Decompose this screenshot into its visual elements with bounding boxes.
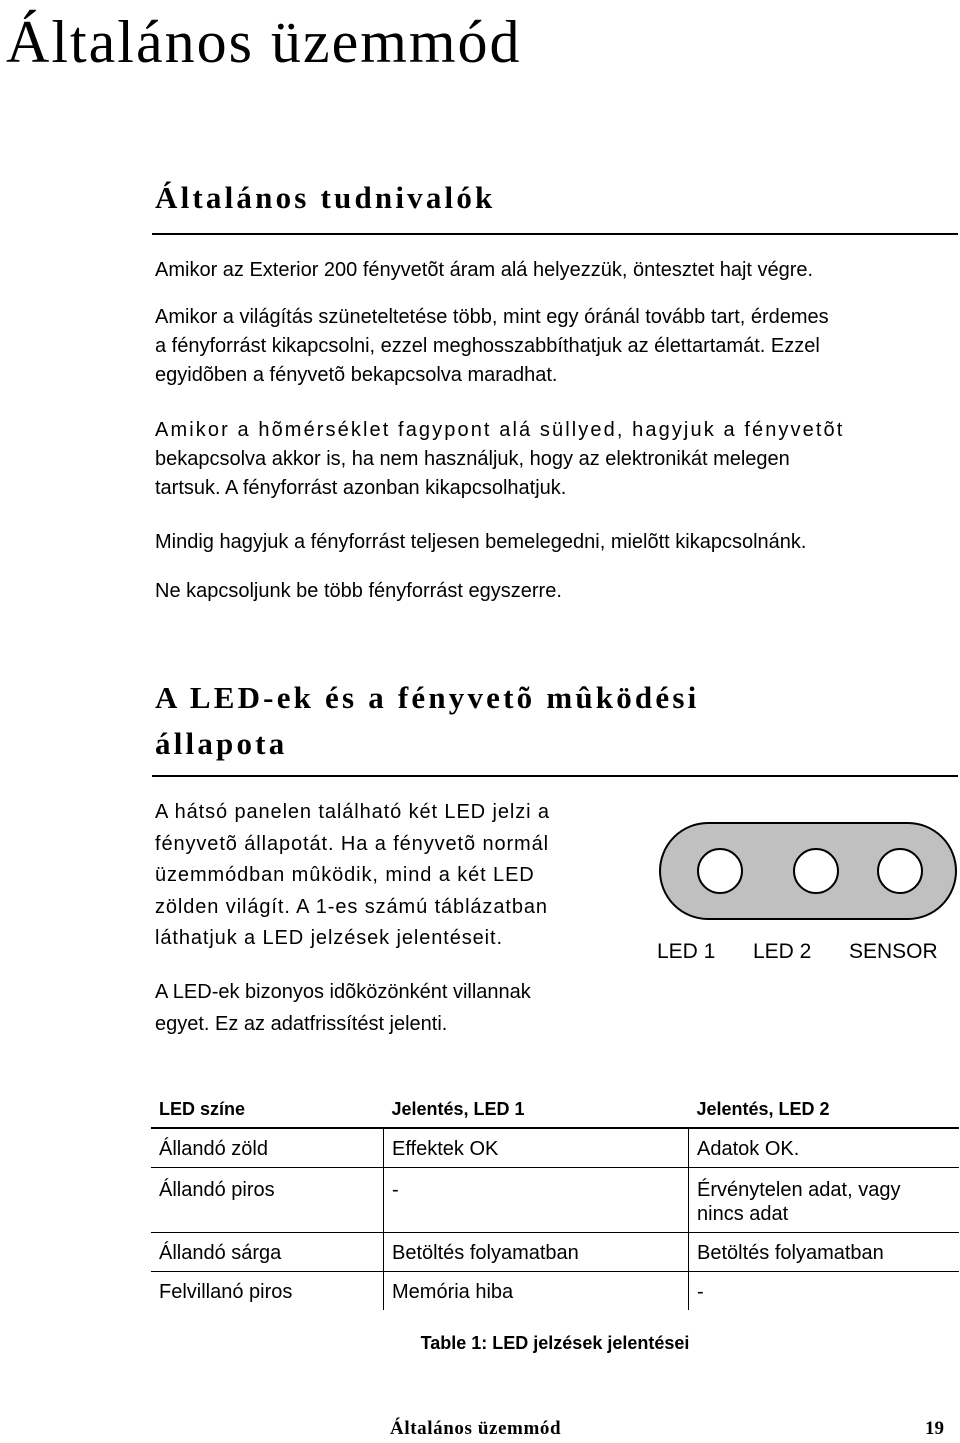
- text-line: Ne kapcsoljunk be több fényforrást egyszerre.: [155, 580, 562, 602]
- column-header-led1: Jelentés, LED 1: [384, 1093, 689, 1128]
- table-caption: Table 1: LED jelzések jelentései: [420, 1333, 690, 1353]
- table-cell: Felvillanó piros: [159, 1281, 293, 1303]
- led-panel-illustration: [659, 822, 957, 920]
- page-number: 19: [925, 1418, 944, 1439]
- table-cell: Állandó sárga: [151, 1233, 384, 1272]
- section-heading-led-status: [155, 675, 699, 767]
- column-header-led-color: LED színe: [151, 1093, 384, 1128]
- table-row: [151, 1168, 959, 1233]
- heading-line: A LED-ek és a fényvetõ mûködési: [155, 680, 700, 715]
- led-status-table: [151, 1093, 959, 1310]
- footer-chapter-title: Általános üzemmód: [390, 1418, 562, 1439]
- text-line: bekapcsolva akkor is, ha nem használjuk, hogy az elektronikát melegen: [155, 448, 790, 470]
- led-1-indicator: [697, 848, 743, 894]
- paragraph-freezing: [155, 416, 960, 503]
- section-divider: [152, 233, 958, 235]
- paragraph-lamp-off: [155, 303, 960, 390]
- heading-line: állapota: [155, 726, 288, 761]
- table-row: [151, 1272, 959, 1311]
- text-line: fényvetõ állapotát. Ha a fényvetõ normál: [155, 832, 549, 855]
- section-heading-general-info: Általános tudnivalók: [155, 180, 496, 215]
- led-1-label: LED 1: [657, 940, 716, 963]
- section-divider: [152, 775, 958, 777]
- text-line: zölden világít. A 1-es számú táblázatban: [155, 895, 548, 918]
- table-cell: Állandó piros: [151, 1168, 384, 1233]
- table-row: [151, 1128, 959, 1168]
- table-cell: Állandó zöld: [151, 1128, 384, 1168]
- text-line: Amikor az Exterior 200 fényvetõt áram alá helyezzük, öntesztet hajt végre.: [155, 259, 814, 281]
- text-line: láthatjuk a LED jelzések jelentéseit.: [155, 927, 503, 949]
- text-line: üzemmódban mûködik, mind a két LED: [155, 864, 535, 886]
- text-line: egyidõben a fényvetõ bekapcsolva maradhat.: [155, 364, 558, 386]
- table-cell: Érvénytelen adat, vagy nincs adat: [689, 1168, 960, 1233]
- text-line: tartsuk. A fényforrást azonban kikapcsolhatjuk.: [155, 477, 567, 499]
- text-line: a fényforrást kikapcsolni, ezzel meghosszabbíthatjuk az élettartamát. Ezzel: [155, 335, 820, 357]
- table-cell: Betöltés folyamatban: [384, 1233, 689, 1272]
- sensor-indicator: [877, 848, 923, 894]
- paragraph-led-description: [155, 797, 635, 955]
- text-line: Amikor a hõmérséklet fagypont alá süllyed, hagyjuk a fényvetõt: [155, 419, 845, 441]
- text-line: A hátsó panelen található két LED jelzi a: [155, 801, 550, 823]
- text-line: Mindig hagyjuk a fényforrást teljesen bemelegedni, mielõtt kikapcsolnánk.: [155, 531, 807, 553]
- sensor-label: SENSOR: [849, 940, 938, 963]
- table-cell: Betöltés folyamatban: [689, 1233, 960, 1272]
- text-line: A LED-ek bizonyos idõközönként villannak: [155, 981, 531, 1003]
- column-header-led2: Jelentés, LED 2: [689, 1093, 960, 1128]
- chapter-title: Általános üzemmód: [6, 9, 522, 75]
- table-cell: -: [384, 1168, 689, 1233]
- table-cell: -: [697, 1281, 704, 1303]
- paragraph-warm-up: [155, 528, 960, 557]
- text-line: egyet. Ez az adatfrissítést jelenti.: [155, 1013, 448, 1035]
- table-cell: Adatok OK.: [689, 1128, 960, 1168]
- table-cell: Effektek OK: [384, 1128, 689, 1168]
- led-2-indicator: [793, 848, 839, 894]
- paragraph-multiple-lamps: [155, 577, 960, 606]
- paragraph-self-test: [155, 256, 960, 285]
- text-line: Amikor a világítás szüneteltetése több, mint egy óránál tovább tart, érdemes: [155, 306, 829, 328]
- led-2-label: LED 2: [753, 940, 812, 963]
- table-row: [151, 1233, 959, 1272]
- table-cell: Memória hiba: [384, 1272, 689, 1311]
- table-header-row: [151, 1093, 959, 1128]
- paragraph-led-blink: [155, 976, 635, 1040]
